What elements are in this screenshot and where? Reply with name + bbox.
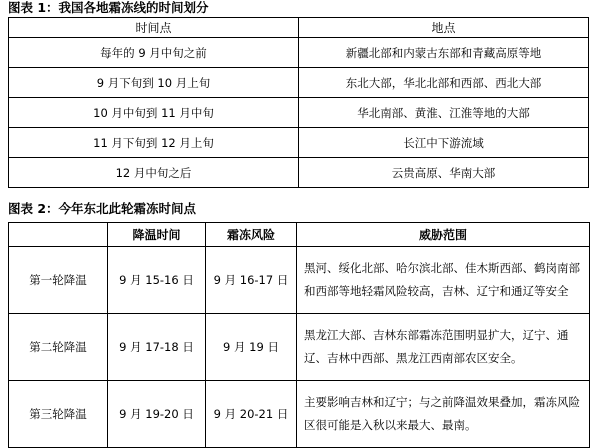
cell-threat-range: 黑龙江大部、吉林东部霜冻范围明显扩大，辽宁、通辽、吉林中西部、黑龙江西南部农区安全。: [297, 314, 590, 381]
cell-time: 每年的 9 月中旬之前: [9, 38, 299, 68]
cell-location: 新疆北部和内蒙古东部和青藏高原等地: [299, 38, 589, 68]
cell-frost-risk: 9 月 20-21 日: [206, 381, 297, 448]
table2-title: 图表 2：今年东北此轮霜冻时间点: [8, 201, 197, 216]
header-threat-range: 威胁范围: [297, 223, 590, 247]
table-row: [9, 247, 590, 314]
cell-threat-range: 主要影响吉林和辽宁；与之前降温效果叠加，霜冻风险区很可能是入秋以来最大、最南。: [297, 381, 590, 448]
table-row: [9, 314, 590, 381]
cell-cooling-time: 9 月 15-16 日: [108, 247, 206, 314]
table1-title: 图表 1：我国各地霜冻线的时间划分: [8, 0, 209, 15]
cell-frost-risk: 9 月 19 日: [206, 314, 297, 381]
cell-cooling-time: 9 月 19-20 日: [108, 381, 206, 448]
cell-location: 长江中下游流域: [299, 128, 589, 158]
header-time: 时间点: [9, 18, 299, 38]
cell-cooling-time: 9 月 17-18 日: [108, 314, 206, 381]
cell-time: 12 月中旬之后: [9, 158, 299, 188]
cell-round: 第二轮降温: [9, 314, 108, 381]
cell-frost-risk: 9 月 16-17 日: [206, 247, 297, 314]
cell-location: 云贵高原、华南大部: [299, 158, 589, 188]
table-row: [9, 38, 589, 68]
table-row: [9, 381, 590, 448]
table-header-row: [9, 223, 590, 247]
cell-time: 10 月中旬到 11 月中旬: [9, 98, 299, 128]
frost-line-table: [8, 17, 589, 188]
cell-location: 东北大部，华北北部和西部、西北大部: [299, 68, 589, 98]
header-cooling-time: 降温时间: [108, 223, 206, 247]
cell-threat-range: 黑河、绥化北部、哈尔滨北部、佳木斯西部、鹤岗南部和西部等地轻霜风险较高，吉林、辽宁和通辽等安全: [297, 247, 590, 314]
table-row: [9, 98, 589, 128]
cell-round: 第三轮降温: [9, 381, 108, 448]
table-row: [9, 158, 589, 188]
cell-time: 11 月下旬到 12 月上旬: [9, 128, 299, 158]
cell-round: 第一轮降温: [9, 247, 108, 314]
table-row: [9, 128, 589, 158]
header-empty: [9, 223, 108, 247]
header-location: 地点: [299, 18, 589, 38]
frost-round-table: [8, 222, 590, 448]
cell-location: 华北南部、黄淮、江淮等地的大部: [299, 98, 589, 128]
table-row: [9, 68, 589, 98]
header-frost-risk: 霜冻风险: [206, 223, 297, 247]
table-header-row: [9, 18, 589, 38]
cell-time: 9 月下旬到 10 月上旬: [9, 68, 299, 98]
